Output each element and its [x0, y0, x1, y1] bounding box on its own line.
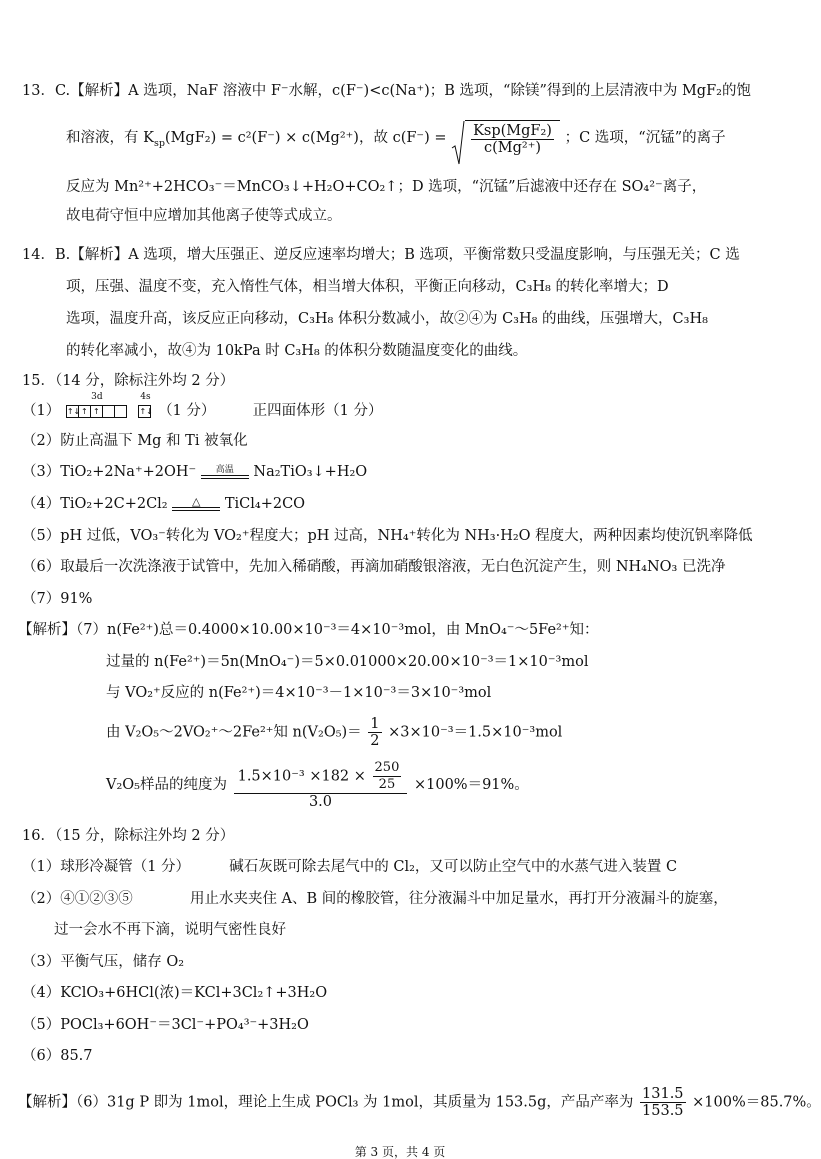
q13-line-4: 故电荷守恒中应增加其他离子使等式成立。 [66, 208, 342, 224]
orbital-3d-label: 3d [91, 391, 103, 402]
q15-answer-2: （2）防止高温下 Mg 和 Ti 被氧化 [22, 433, 248, 449]
q16-ex-post: ×100%＝85.7%。 [692, 1094, 821, 1111]
q16-a1-post: 碱石灰既可除去尾气中的 Cl₂，又可以防止空气中的水蒸气进入装置 C [229, 859, 678, 875]
q13-sqrt-expression [451, 120, 560, 156]
condition-high-temp: 高温 [215, 465, 234, 475]
q16-answer-2 [22, 892, 728, 907]
q15-ex5-inner-denominator: 25 [373, 776, 402, 793]
q14-line-4: 的转化率减小，故④为 10kPa 时 C₃H₈ 的体积分数随温度变化的曲线。 [66, 343, 528, 359]
orbital-box: ↑ [78, 405, 91, 418]
q16-answer-1 [22, 860, 677, 875]
q16-answer-4: （4）KClO₃+6HCl(浓)＝KCl+3Cl₂↑+3H₂O [22, 985, 328, 1001]
q14-line-3: 选项，温度升高，该反应正向移动，C₃H₈ 体积分数减小，故②④为 C₃H₈ 的曲线，压强增大，C₃H₈ [66, 311, 708, 327]
q15-ex4-fraction [368, 716, 381, 749]
q15-a3-products: Na₂TiO₃↓+H₂O [253, 464, 368, 480]
q14-line-2: 项，压强、温度不变，充入惰性气体，相当增大体积，平衡正向移动，C₃H₈ 的转化率增大；D [66, 279, 669, 295]
q16-header: 16．（15 分，除标注外均 2 分） [22, 828, 235, 844]
q16-answer-2-cont: 过一会水不再下滴，说明气密性良好 [54, 922, 286, 938]
q13-line-2-pre: 和溶液，有 K [66, 130, 154, 146]
q13-line-2-mid: (MgF₂) = c²(F⁻) × c(Mg²⁺)，故 c(F⁻) = [164, 130, 447, 146]
q15-ex5-inner-numerator: 250 [374, 760, 400, 775]
q15-answer-7: （7）91% [22, 591, 93, 607]
q13-line-3: 反应为 Mn²⁺+2HCO₃⁻＝MnCO₃↓+H₂O+CO₂↑；D 选项，“沉锰”后滤液中还存在 SO₄²⁻离子， [66, 179, 707, 195]
q13-sqrt-fraction [471, 123, 554, 156]
q15-header: 15．（14 分，除标注外均 2 分） [22, 373, 235, 389]
q13-line-2 [66, 120, 726, 156]
q15-ex4-numerator: 1 [370, 716, 380, 732]
q15-a4-products: TiCl₄+2CO [224, 496, 306, 512]
q15-explanation-4 [106, 716, 562, 749]
q15-explanation-3: 与 VO₂⁺反应的 n(Fe²⁺)＝4×10⁻³－1×10⁻³＝3×10⁻³mol [106, 685, 492, 701]
q15-answer-1 [22, 391, 383, 419]
q15-ex4-pre: 由 V₂O₅～2VO₂⁺～2Fe²⁺知 n(V₂O₅)＝ [106, 724, 362, 741]
q15-ex5-pre: V₂O₅样品的纯度为 [106, 777, 227, 793]
q16-a2-post: 用止水夹夹住 A、B 间的橡胶管，往分液漏斗中加足量水，再打开分液漏斗的旋塞， [189, 891, 728, 907]
q13-ksp-sub: sp [153, 137, 165, 149]
q15-answer-4 [22, 497, 305, 512]
q13-line-1: 13．C.【解析】A 选项，NaF 溶液中 F⁻水解，c(F⁻)<c(Na⁺)；B 选项，“除镁”得到的上层清液中为 MgF₂的饱 [22, 83, 751, 99]
q16-answer-5: （5）POCl₃+6OH⁻＝3Cl⁻+PO₄³⁻+3H₂O [22, 1017, 309, 1033]
q15-answer-6: （6）取最后一次洗涤液于试管中，先加入稀硝酸，再滴加硝酸银溶液，无白色沉淀产生，则 NH₄NO₃ 已洗净 [22, 559, 726, 575]
q15-ex4-post: ×3×10⁻³＝1.5×10⁻³mol [388, 724, 563, 741]
reaction-condition [172, 497, 220, 511]
q15-a4-reactants: （4）TiO₂+2C+2Cl₂ [22, 496, 168, 512]
q16-ex-pre: 【解析】（6）31g P 即为 1mol，理论上生成 POCl₃ 为 1mol，其质量为 153.5g，产品产率为 [18, 1094, 634, 1111]
orbital-box: ↑ [90, 405, 103, 418]
q15-explanation-1: 【解析】（7）n(Fe²⁺)总＝0.4000×10.00×10⁻³＝4×10⁻³mol，由 MnO₄⁻～5Fe²⁺知： [18, 622, 599, 638]
q15-ex5-inner-fraction [373, 760, 402, 793]
q16-explanation [18, 1086, 821, 1119]
q16-ex-numerator: 131.5 [642, 1086, 684, 1102]
q15-a1-label: （1） [22, 403, 61, 419]
q15-ex5-numerator: 1.5×10⁻³ ×182 × [237, 768, 366, 785]
q15-a1-score: （1 分） [158, 403, 216, 419]
q15-answer-5: （5）pH 过低，VO₃⁻转化为 VO₂⁺程度大；pH 过高，NH₄⁺转化为 NH₃·H₂O 程度大，两种因素均使沉钒率降低 [22, 528, 753, 544]
q16-answer-3: （3）平衡气压，储存 O₂ [22, 954, 185, 970]
orbital-box [114, 405, 127, 418]
q13-sqrt-denominator: c(Mg²⁺) [471, 139, 554, 156]
q16-a1-pre: （1）球形冷凝管（1 分） [22, 859, 191, 875]
q15-explanation-5 [106, 760, 529, 810]
q15-explanation-2: 过量的 n(Fe²⁺)＝5n(MnO₄⁻)＝5×0.01000×20.00×10⁻³＝1×10⁻³mol [106, 654, 589, 670]
orbital-4s-label: 4s [140, 391, 151, 402]
orbital-box: ↑↓ [66, 406, 81, 416]
q15-answer-3 [22, 465, 367, 480]
q13-sqrt-numerator: Ksp(MgF₂) [473, 123, 552, 139]
page-footer: 第 3 页，共 4 页 [354, 1145, 446, 1159]
q15-ex5-fraction [234, 760, 408, 810]
q13-line-2-post: ；C 选项，“沉锰”的离子 [564, 130, 726, 146]
sqrt-icon [451, 120, 465, 166]
q16-answer-6: （6）85.7 [22, 1048, 93, 1064]
q15-ex4-denominator: 2 [370, 733, 380, 749]
orbital-4s-diagram [139, 391, 153, 418]
orbital-3d-diagram [66, 391, 127, 418]
q16-ex-denominator: 153.5 [642, 1103, 684, 1119]
q14-line-1: 14．B.【解析】A 选项，增大压强正、逆反应速率均增大；B 选项，平衡常数只受温度影响，与压强无关；C 选 [22, 247, 740, 263]
q15-a3-reactants: （3）TiO₂+2Na⁺+2OH⁻ [22, 464, 197, 480]
heat-icon: △ [192, 495, 201, 508]
q15-ex5-denominator: 3.0 [234, 793, 408, 810]
reaction-condition [201, 465, 249, 479]
q16-ex-fraction [640, 1086, 686, 1119]
q16-a2-pre: （2）④①②③⑤ [22, 891, 133, 907]
orbital-box: ↑↓ [139, 406, 153, 416]
q15-a1-shape: 正四面体形（1 分） [252, 403, 383, 419]
q15-ex5-post: ×100%＝91%。 [413, 777, 529, 793]
